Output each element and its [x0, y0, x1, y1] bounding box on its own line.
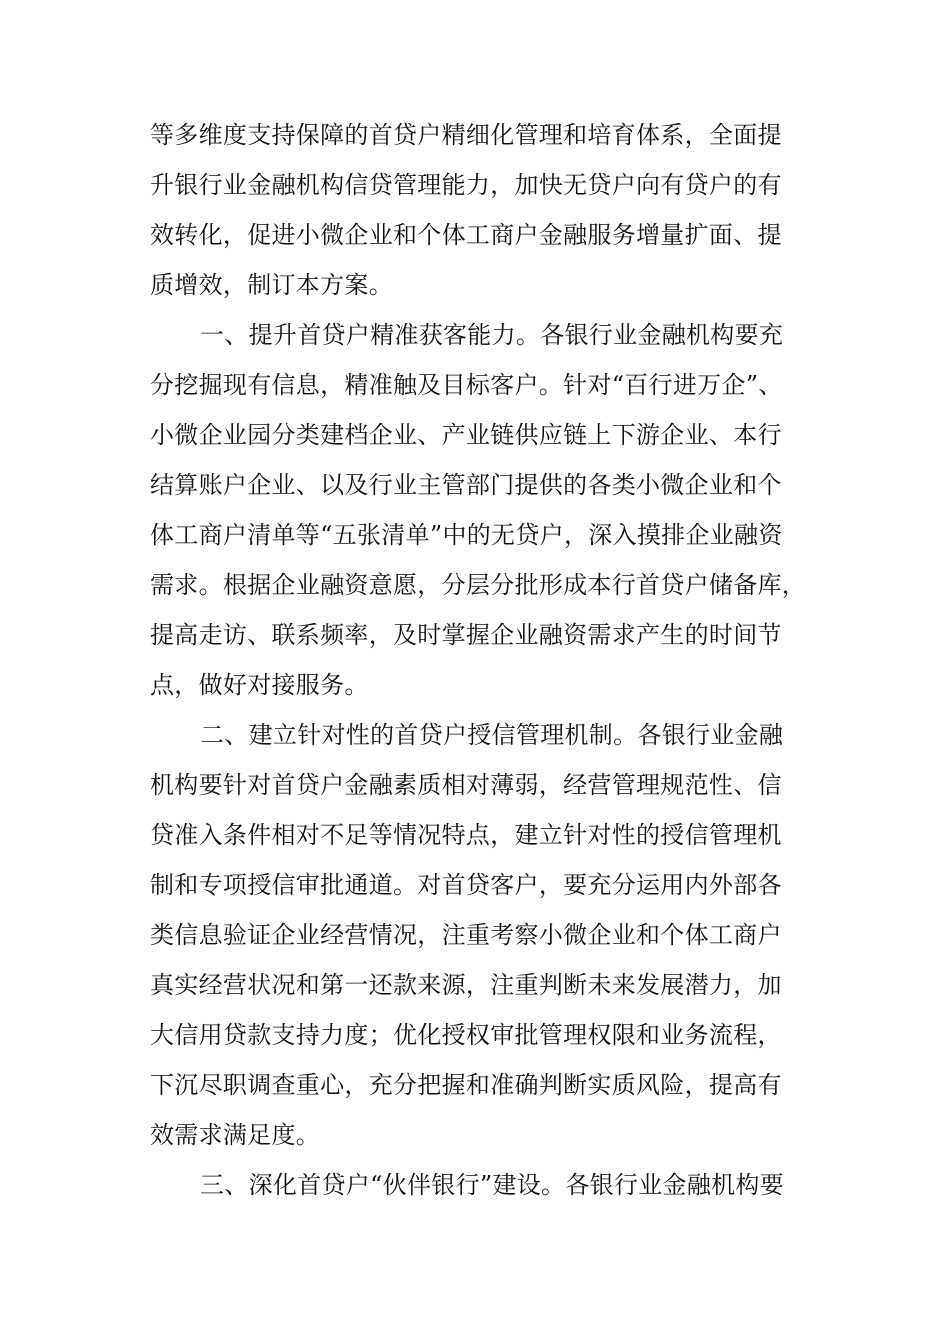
text-line: 类信息验证企业经营情况，注重考察小微企业和个体工商户: [150, 921, 782, 949]
text-line: 效需求满足度。: [150, 1121, 321, 1149]
text-line: 提高走访、联系频率，及时掌握企业融资需求产生的时间节: [150, 621, 782, 649]
text-line: 下沉尽职调查重心，充分把握和准确判断实质风险，提高有: [150, 1071, 782, 1099]
section-3-heading-line: 三、深化首贷户“伙伴银行”建设。各银行业金融机构要: [200, 1171, 785, 1199]
text-line: 制和专项授信审批通道。对首贷客户，要充分运用内外部各: [150, 871, 782, 899]
text-line: 升银行业金融机构信贷管理能力，加快无贷户向有贷户的有: [150, 171, 782, 199]
text-line: 需求。根据企业融资意愿，分层分批形成本行首贷户储备库，: [150, 571, 807, 599]
text-line: 分挖掘现有信息，精准触及目标客户。针对“百行进万企”、: [150, 371, 783, 399]
text-line: 等多维度支持保障的首贷户精细化管理和培育体系，全面提: [150, 121, 782, 149]
section-2-heading-line: 二、建立针对性的首贷户授信管理机制。各银行业金融: [200, 721, 784, 749]
text-line: 结算账户企业、以及行业主管部门提供的各类小微企业和个: [150, 471, 782, 499]
text-line: 点，做好对接服务。: [150, 671, 369, 699]
text-line: 机构要针对首贷户金融素质相对薄弱，经营管理规范性、信: [150, 771, 782, 799]
text-line: 效转化，促进小微企业和个体工商户金融服务增量扩面、提: [150, 221, 782, 249]
text-line: 质增效，制订本方案。: [150, 271, 393, 299]
text-line: 体工商户清单等“五张清单”中的无贷户，深入摸排企业融资: [150, 521, 783, 549]
text-line: 真实经营状况和第一还款来源，注重判断未来发展潜力，加: [150, 971, 782, 999]
section-1-heading-line: 一、提升首贷户精准获客能力。各银行业金融机构要充: [200, 321, 784, 349]
text-line: 小微企业园分类建档企业、产业链供应链上下游企业、本行: [150, 421, 782, 449]
body-text: [150, 110, 820, 1210]
text-line: 大信用贷款支持力度；优化授权审批管理权限和业务流程，: [150, 1021, 782, 1049]
text-line: 贷准入条件相对不足等情况特点，建立针对性的授信管理机: [150, 821, 782, 849]
